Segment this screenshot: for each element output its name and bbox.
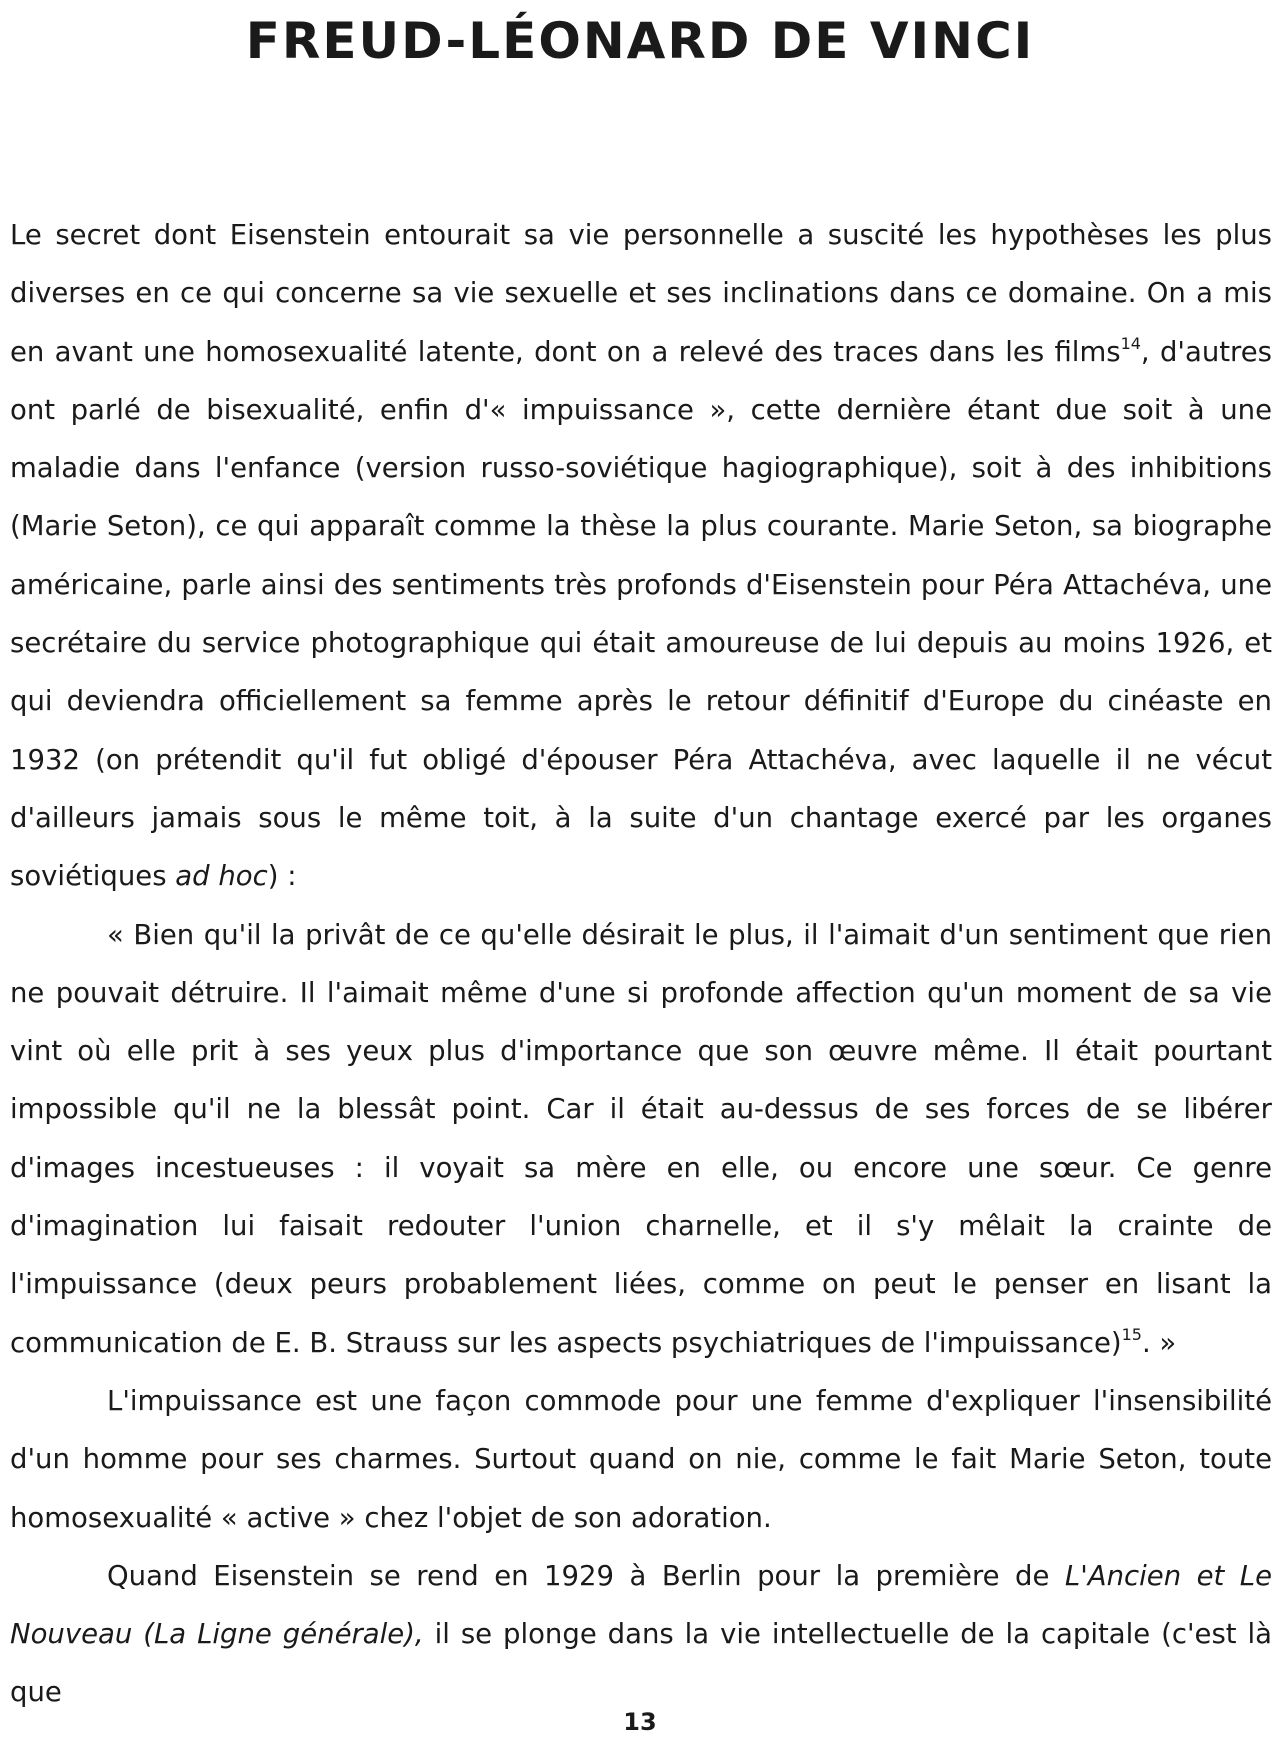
text-run: Le secret dont Eisenstein entourait sa vie personnelle a suscité les hypothèses les plus diverses en ce qui concerne sa vie sexuelle et ses inclinations dans ce domaine. On a mis en avant une homosexualité latente, dont on a relevé des traces dans les films — [10, 219, 1272, 368]
footnote-ref-15: 15 — [1121, 1324, 1142, 1344]
film-title: L'Ancien et Le Nouveau (La Ligne générale), — [10, 1559, 1272, 1651]
footnote-ref-14: 14 — [1120, 333, 1141, 353]
body-text — [10, 206, 1272, 1722]
text-run: , d'autres ont parlé de bisexualité, enfin d'« impuissance », cette dernière étant due soit à une maladie dans l'enfance (version russo-soviétique hagiographique), soit à des inhibitions (Marie Seton), ce qui apparaît comme la thèse la plus courante. Marie Seton, sa biographe américaine, parle ainsi des sentiments très profonds d'Eisenstein pour Péra Attachéva, une secrétaire du service photographique qui était amoureuse de lui depuis au moins 1926, et qui deviendra officiellement sa femme après le retour définitif d'Europe du cinéaste en 1932 (on prétendit qu'il fut obligé d'épouser Péra Attachéva, avec laquelle il ne vécut d'ailleurs jamais sous le même toit, à la suite d'un chantage exercé par les organes soviétiques — [10, 335, 1272, 893]
chapter-title: FREUD-LÉONARD DE VINCI — [245, 12, 1035, 70]
paragraph — [10, 206, 1272, 906]
italic-term: ad hoc — [175, 860, 268, 893]
page-number: 13 — [623, 1708, 657, 1736]
quotation-paragraph — [10, 906, 1272, 1372]
text-run: L'impuissance est une façon commode pour une femme d'expliquer l'insensibilité d'un homme pour ses charmes. Surtout quand on nie, comme le fait Marie Seton, toute homosexualité « active » chez l'objet de son adoration. — [10, 1384, 1272, 1534]
paragraph — [10, 1547, 1272, 1722]
text-run: Quand Eisenstein se rend en 1929 à Berlin pour la première de — [107, 1559, 1065, 1592]
text-run: ) : — [267, 860, 297, 893]
text-run: . » — [1141, 1326, 1177, 1359]
text-run: « Bien qu'il la privât de ce qu'elle désirait le plus, il l'aimait d'un sentiment que rien ne pouvait détruire. Il l'aimait même d'une si profonde affection qu'un moment de sa vie vint où elle prit à ses yeux plus d'importance que son œuvre même. Il était pourtant impossible qu'il ne la blessât point. Car il était au-dessus de ses forces de se libérer d'images incestueuses : il voyait sa mère en elle, ou encore une sœur. Ce genre d'imagination lui faisait redouter l'union charnelle, et il s'y mêlait la crainte de l'impuissance (deux peurs probablement liées, comme on peut le penser en lisant la communication de E. B. Strauss sur les aspects psychiatriques de l'impuissance) — [10, 918, 1272, 1359]
text-run: il se plonge dans la vie intellectuelle de la capitale (c'est là que — [10, 1618, 1272, 1709]
paragraph — [10, 1372, 1272, 1547]
